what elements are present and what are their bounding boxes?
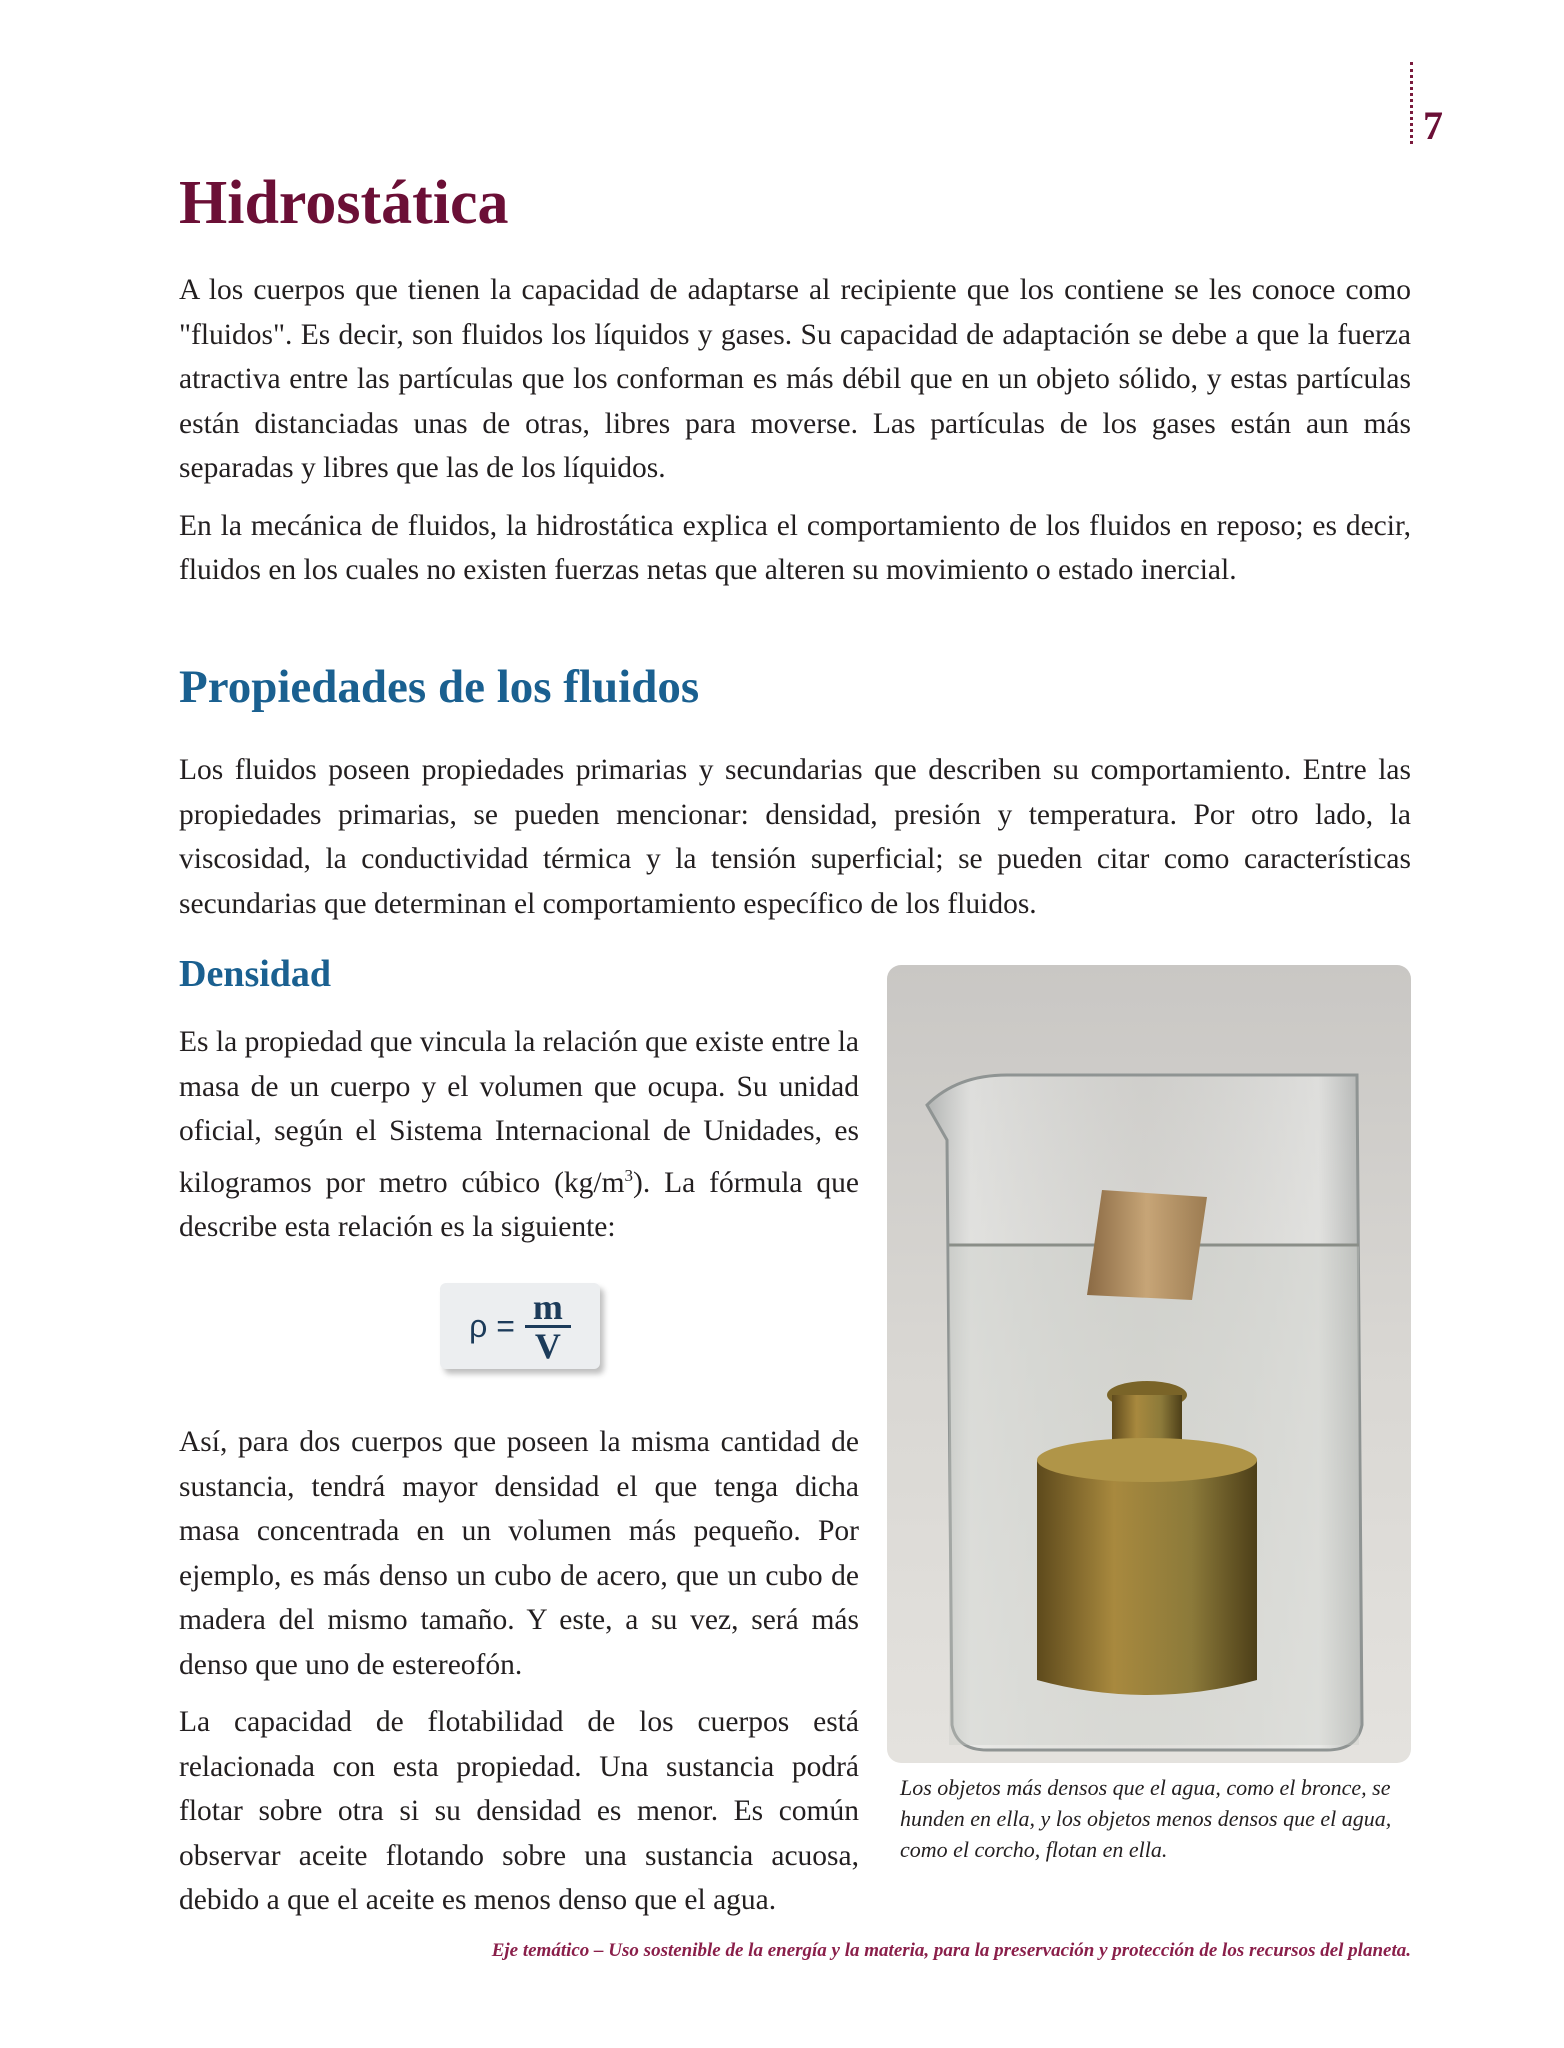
density-text: ). La fórmula que describe esta relación es la siguiente: xyxy=(179,1166,859,1243)
page-footer: Eje temático – Uso sostenible de la energía y la materia, para la preservación y protección de los recursos del planeta. xyxy=(491,1940,1411,1961)
density-paragraph: Así, para dos cuerpos que poseen la misma cantidad de sustancia, tendrá mayor densidad el que tenga dicha masa concentrada en un volumen más pequeño. Por ejemplo, es más denso un cubo de acero, que un cubo de madera del mismo tamaño. Y este, a su vez, será más denso que uno de estereofón. xyxy=(179,1426,859,1681)
density-paragraph: La capacidad de flotabilidad de los cuerpos está relacionada con esta propiedad. Una sustancia podrá flotar sobre otra si su densidad es menor. Es común observar aceite flotando sobre una sustancia acuosa, debido a que el aceite es menos denso que el agua. xyxy=(179,1706,859,1916)
intro-paragraph: En la mecánica de fluidos, la hidrostática explica el comportamiento de los fluidos en reposo; es decir, fluidos en los cuales no existen fuerzas netas que alteren su movimiento o estado inercial. xyxy=(179,509,1411,586)
section-title: Propiedades de los fluidos xyxy=(179,661,700,713)
density-text: Es la propiedad que vincula la relación que existe entre la masa de un cuerpo y el volumen que ocupa. Su unidad oficial, según el Sistema Internacional de Unidades, es kilogramos por metro cúbico (kg/m xyxy=(179,1026,859,1199)
density-explanation xyxy=(179,1420,859,1923)
page-number-marker xyxy=(1410,62,1443,148)
formula-lhs: ρ = xyxy=(469,1307,515,1344)
figure-caption: Los objetos más densos que el agua, como el bronce, se hunden en ella, y los objetos menos densos que el agua, como el corcho, flotan en ella. xyxy=(900,1775,1392,1862)
intro-paragraph: A los cuerpos que tienen la capacidad de adaptarse al recipiente que los contiene se les conoce como "fluidos". Es decir, son fluidos los líquidos y gases. Su capacidad de adaptación se debe a que la fuerza atractiva entre las partículas que los conforman es más débil que en un objeto sólido, y estas partículas están distanciadas unas de otras, libres para moverse. Las partículas de los gases están aun más separadas y libres que las de los líquidos. xyxy=(179,274,1411,484)
page-title: Hidrostática xyxy=(179,169,509,237)
density-definition xyxy=(179,1020,859,1249)
density-formula xyxy=(440,1283,600,1369)
formula-denominator: V xyxy=(534,1325,561,1366)
cork xyxy=(1087,1190,1207,1300)
page-number: 7 xyxy=(1423,103,1443,148)
section-paragraph: Los fluidos poseen propiedades primarias y secundarias que describen su comportamiento. Entre las propiedades primarias, se pueden mencionar: densidad, presión y temperatura. Por otro lado, la viscosidad, la conductividad térmica y la tensión superficial; se pueden citar como características secundarias que determinan el comportamiento específico de los fluidos. xyxy=(179,754,1411,920)
intro-text xyxy=(179,268,1411,593)
formula-numerator: m xyxy=(525,1289,571,1328)
subsection-title: Densidad xyxy=(179,953,332,995)
beaker-photo xyxy=(887,965,1411,1763)
section-text xyxy=(179,748,1411,926)
superscript: 3 xyxy=(624,1165,634,1185)
